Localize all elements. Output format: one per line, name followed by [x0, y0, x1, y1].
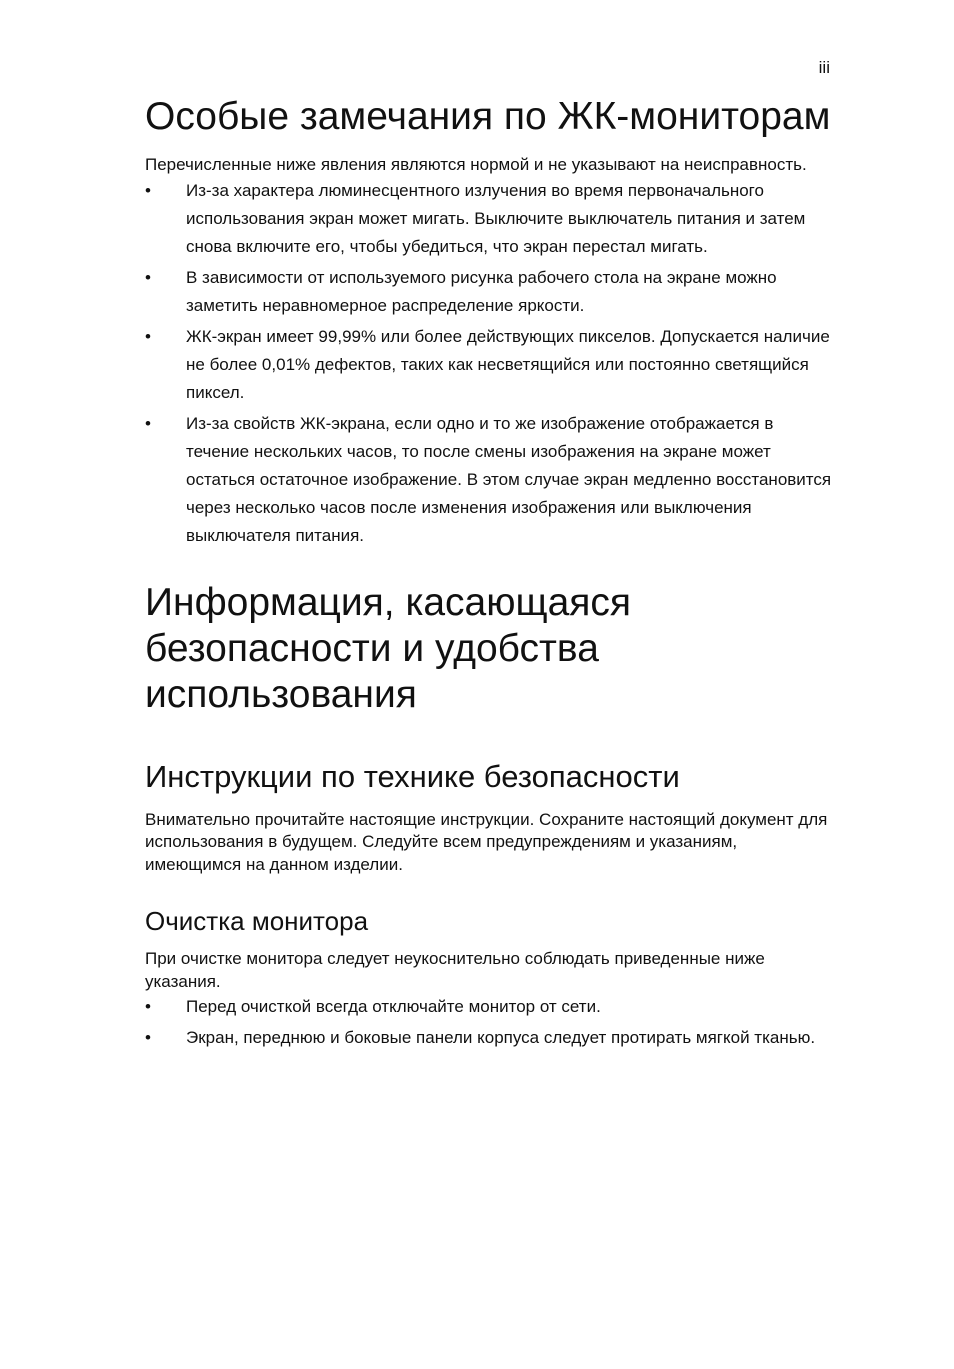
- safety-instructions-text: Внимательно прочитайте настоящие инструкции. Сохраните настоящий документ для использования в будущем. Следуйте всем предупреждениям и указаниям, имеющимся на данном изделии.: [145, 809, 828, 874]
- page-number: iii: [818, 58, 830, 77]
- section-title-safety: Информация, касающаяся безопасности и удобства использования: [145, 580, 632, 716]
- bullet-icon: •: [145, 180, 151, 200]
- bullet-icon: •: [145, 413, 151, 433]
- section-title-safety-instructions: Инструкции по технике безопасности: [145, 758, 680, 794]
- bullet-icon: •: [145, 267, 151, 287]
- list-item: [145, 993, 835, 1021]
- list-item-text: Из-за свойств ЖК-экрана, если одно и то же изображение отображается в течение нескольких часов, то после смены изображения на экране может остаться остаточное изображение. В этом случае экран медленно восстановится через несколько часов после изменения изображения или выключения выключателя питания.: [186, 413, 832, 545]
- list-item-text: В зависимости от используемого рисунка рабочего стола на экране можно заметить неравномерное распределение яркости.: [186, 267, 777, 315]
- list-item: [145, 410, 835, 550]
- bullet-icon: •: [145, 1028, 151, 1047]
- section-title-monitor-cleaning: Очистка монитора: [145, 906, 369, 936]
- list-item-text: Экран, переднюю и боковые панели корпуса следует протирать мягкой тканью.: [186, 1028, 816, 1047]
- list-item: [145, 177, 835, 261]
- list-item-text: Перед очисткой всегда отключайте монитор от сети.: [186, 997, 601, 1016]
- list-item: [145, 264, 835, 320]
- list-item-text: Из-за характера люминесцентного излучения во время первоначального использования экран может мигать. Выключите выключатель питания и затем снова включите его, чтобы убедиться, что экран перестал мигать.: [186, 180, 806, 256]
- page-content: [145, 94, 835, 1055]
- monitor-cleaning-intro: При очистке монитора следует неукоснительно соблюдать приведенные ниже указания.: [145, 949, 765, 991]
- monitor-cleaning-list: [145, 993, 835, 1052]
- bullet-icon: •: [145, 326, 151, 346]
- bullet-icon: •: [145, 997, 151, 1016]
- section-title-lcd-notes: Особые замечания по ЖК-мониторам: [145, 95, 831, 138]
- list-item: [145, 323, 835, 407]
- lcd-notes-intro: Перечисленные ниже явления являются нормой и не указывают на неисправность.: [145, 155, 807, 174]
- lcd-notes-list: [145, 177, 835, 550]
- list-item: [145, 1024, 835, 1052]
- list-item-text: ЖК-экран имеет 99,99% или более действующих пикселов. Допускается наличие не более 0,01% дефектов, таких как несветящийся или постоянно светящийся пиксел.: [186, 326, 830, 402]
